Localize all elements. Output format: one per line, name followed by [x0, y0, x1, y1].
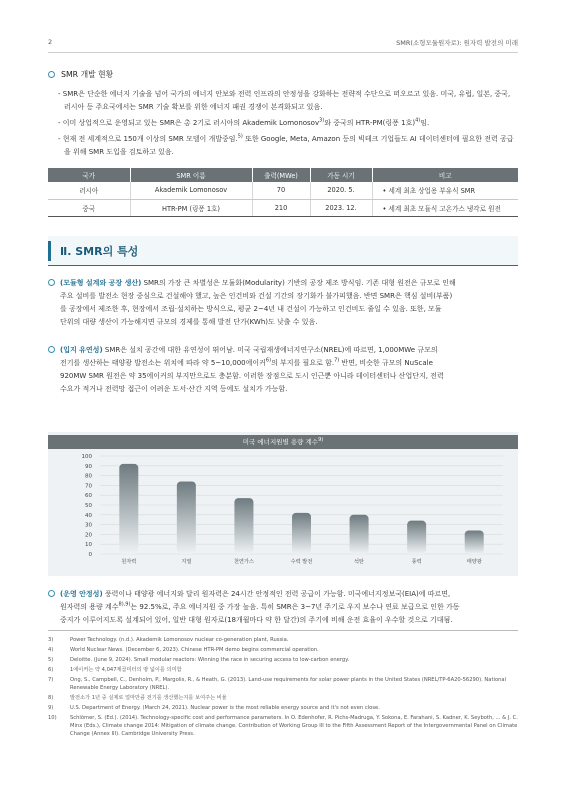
col-header: 국가	[48, 168, 130, 182]
footnote: 10) Schlömer, S. (Ed.). (2014). Technology-specific cost and performance parameters. In O. Edenhofer, R. Pichs-Madruga, Y. Sokona, E. Farahani, S. Kadner, K. Seyboth, ... & J. C. Minx (Eds.), Climate change 2014: Mitigation of climate change. Contribution of Working Group III to the Fifth Assessment Report of the Intergovernmental Panel on Climate Change (Annex III). Cambridge University Press.	[48, 715, 518, 737]
footnote-ref: 8),9)	[118, 601, 131, 608]
footnote: 8) 발전소가 1년 중 실제로 얼마만큼 전기를 생산했는지를 보여주는 비율	[48, 695, 227, 701]
circle-bullet-icon	[48, 71, 55, 78]
footnote: 3) Power Technology. (n.d.). Akademik Lomonosov nuclear co-generation plant, Russia.	[48, 637, 289, 643]
y-tick-label: 50	[85, 503, 92, 509]
title-accent-bar	[48, 241, 51, 261]
chart-plot	[48, 450, 518, 576]
smr-table	[48, 168, 518, 217]
y-tick-label: 70	[85, 483, 92, 490]
table-row	[48, 199, 518, 216]
bar	[177, 481, 196, 554]
x-tick-label: 풍력	[411, 559, 422, 565]
y-tick-label: 90	[85, 463, 92, 470]
footnote-ref: 4)	[415, 117, 421, 124]
table-cell: 2020. 5.	[310, 182, 372, 199]
col-header: 비고	[372, 168, 518, 182]
y-tick-label: 20	[85, 532, 92, 539]
page-header	[48, 38, 518, 52]
circle-bullet-icon	[48, 590, 55, 597]
circle-bullet-icon	[48, 279, 55, 286]
site-flexibility-paragraph: (입지 유연성) SMR은 설치 공간에 대한 유연성이 뛰어남. 미국 국립재생에너지연구소(NREL)에 따르면, 1,000MWe 규모의 전기를 생산하는 태양광 발전소는 위치에 따라 약 5~10,000에이커$^{6)}$의 부지를 필요로 함.$^{7)}$ 반면, 비슷한 규모의 NuScale 920MW SMR 원전은 약 35에이커의 부지만으로도 충분함. 이러한 장점으로 도시 인근뿐 아니라 데이터센터나 산업단지, 전력 수요가 적거나 전력망 접근이 어려운 도서·산간 지역 등에도 설치가 가능함.	[48, 344, 518, 396]
table-cell: 중국	[48, 199, 130, 216]
bar	[350, 515, 369, 554]
list-item: - 이미 상업적으로 운영되고 있는 SMR은 총 2기로 러시아의 Akademik Lomonosov$^{3)}$와 중국의 HTR-PM(링퐁 1호)$^{4)}$임.	[58, 117, 430, 127]
header-rule	[48, 52, 518, 53]
footnotes	[48, 630, 518, 740]
x-tick-label: 지열	[181, 559, 192, 565]
table-header-row	[48, 168, 518, 182]
table-cell: Akademik Lomonosov	[130, 182, 252, 199]
list-item: - 현재 전 세계적으로 150개 이상의 SMR 모델이 개발중임.$^{5)}$ 또한 Google, Meta, Amazon 등의 빅테크 기업들도 AI 데이터센터에 필요한 전력 공급을 위해 SMR 도입을 검토하고 있음.	[58, 133, 514, 156]
circle-bullet-icon	[48, 346, 55, 353]
table-cell: 러시아	[48, 182, 130, 199]
modular-design-paragraph: (모듈형 설계와 공장 생산) SMR의 가장 큰 차별성은 모듈화(Modularity) 기반의 공장 제조 방식임. 기존 대형 원전은 규모로 인해 주요 설비를 발전소 현장 중심으로 건설해야 했고, 높은 인건비와 건설 기간의 장기화가 불가피했음. 반면 SMR은 핵심 설비(부품) 를 공장에서 제조한 후, 현장에서 조립·설치하는 방식으로, 평균 2~4년 내 건설이 가능하고 인건비도 줄일 수 있음. 또한, 모듈 단위의 대량 생산이 가능해지면 규모의 경제를 통해 발전 단가(KWh)도 낮출 수 있음.	[48, 277, 518, 329]
footnote-ref: 9)	[318, 436, 324, 443]
x-tick-label: 태양광	[466, 559, 482, 565]
section-title: Ⅱ. SMR의 특성	[60, 245, 139, 258]
x-tick-label: 천연가스	[233, 559, 254, 565]
y-tick-label: 0	[88, 552, 92, 558]
y-tick-label: 100	[81, 454, 92, 460]
table-cell: 210	[252, 199, 310, 216]
footnote-ref: 7)	[334, 357, 340, 364]
x-tick-label: 석탄	[354, 559, 365, 565]
section-heading-text: SMR 개발 현황	[61, 70, 114, 79]
col-header: 출력(MWe)	[252, 168, 310, 182]
smr-development-section	[48, 69, 518, 162]
footnote: 4) World Nuclear News. (December 6, 2023). Chinese HTR-PM demo begins commercial operation.	[48, 647, 319, 653]
table-cell: 2023. 12.	[310, 199, 372, 216]
y-tick-label: 10	[85, 542, 92, 549]
footnote: 9) U.S. Department of Energy. (March 24, 2021). Nuclear power is the most reliable energy source and it's not even close.	[48, 705, 380, 711]
table-cell: • 세계 최초 모듈식 고온가스 냉각로 원전	[372, 199, 518, 216]
bar	[119, 464, 138, 554]
paragraph-lead: (운영 안정성)	[60, 590, 103, 598]
list-item: - SMR은 단순한 에너지 기술을 넘어 국가의 에너지 안보와 전력 인프라의 안정성을 강화하는 전략적 수단으로 떠오르고 있음. 미국, 유럽, 일본, 중국, 러시아 등 주요국에서는 SMR 기술 확보를 위한 에너지 패권 경쟁이 본격화되고 있음.	[58, 90, 511, 111]
paragraph-lead: (입지 유연성)	[60, 346, 103, 354]
table-cell: 70	[252, 182, 310, 199]
x-tick-label: 원자력	[121, 559, 137, 565]
footnote: 5) Deloitte. (June 9, 2024). Small modular reactors: Winning the race in securing access to low-carbon energy.	[48, 657, 350, 663]
y-tick-label: 60	[85, 493, 92, 500]
operational-stability-paragraph: (운영 안정성) 풍력이나 태양광 에너지와 달리 원자력은 24시간 안정적인 전력 공급이 가능함. 미국에너지정보국(EIA)에 따르면, 원자력의 용량 계수$^{8),9)}$는 92.5%로, 주요 에너지원 중 가장 높음. 특히 SMR은 3~7년 주기로 우지 보수나 연료 보급으로 인한 가동 중지가 이루어지도록 설계되어 있어, 일반 대형 원자로(18개월마다 약 한 달간)의 주기에 비해 운전 효율이 우수할 것으로 기대됨.	[48, 588, 518, 627]
table-cell: HTR-PM (링퐁 1호)	[130, 199, 252, 216]
bar	[292, 513, 311, 554]
chart-title: 미국 에너지원별 용량 계수$^{9)}$	[48, 435, 518, 449]
running-title: SMR(소형모듈원자로): 원자력 발전의 미래	[396, 39, 518, 47]
y-tick-label: 80	[85, 473, 92, 480]
footnote: 6) 1에이커는 약 4,047제곱미터의 땅 넓이를 의미함	[48, 667, 182, 673]
y-tick-label: 30	[85, 522, 92, 529]
x-tick-label: 수력 발전	[290, 559, 313, 565]
col-header: SMR 이름	[130, 168, 252, 182]
footnote: 7) Ong, S., Campbell, C., Denholm, P., Margolis, R., & Heath, G. (2013). Land-use requirements for solar power plants in the United States (NREL/TP-6A20-56290). National Renewable Energy Laboratory (NREL).	[48, 677, 507, 691]
table-cell: • 세계 최초 상업용 부유식 SMR	[372, 182, 518, 199]
table-row	[48, 182, 518, 199]
footnote-ref: 6)	[265, 357, 272, 364]
capacity-factor-chart	[48, 432, 518, 576]
page-number: 2	[48, 38, 53, 46]
section-title-banner	[48, 236, 518, 266]
footnote-ref: 5)	[237, 133, 243, 140]
y-tick-label: 40	[85, 512, 92, 519]
bar	[407, 521, 426, 554]
col-header: 가동 시기	[310, 168, 372, 182]
bar	[465, 530, 484, 554]
section-heading	[48, 69, 518, 80]
paragraph-lead: (모듈형 설계와 공장 생산)	[60, 279, 142, 287]
footnote-ref: 3)	[319, 117, 325, 124]
bar	[234, 498, 253, 554]
